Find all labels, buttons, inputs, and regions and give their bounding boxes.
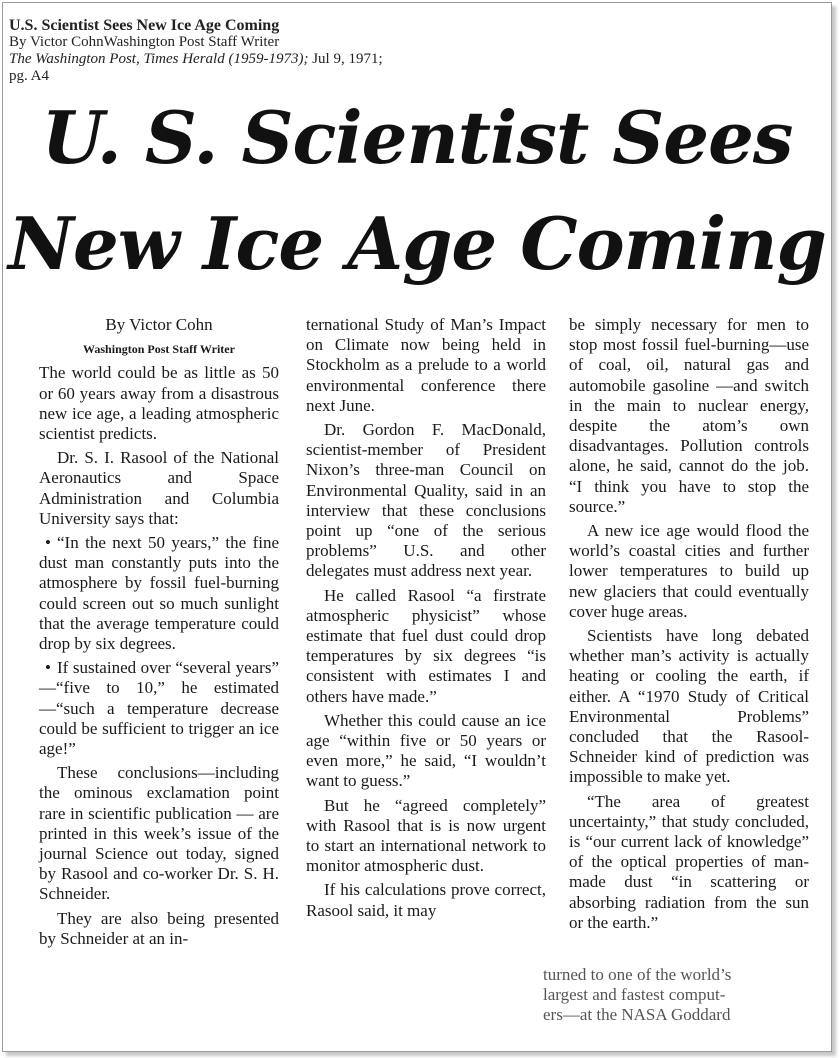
- citation-header: [9, 17, 383, 85]
- bullet-text: “In the next 50 years,” the fine dust man constantly puts into the atmosphere by fossil fuel-burning could screen out so much sunlight that the average temperature could drop by six degrees.: [39, 533, 279, 654]
- headline-line-2: New Ice Age Coming: [8, 201, 826, 286]
- paragraph: A new ice age would flood the world’s coastal cities and further lower temperatures to build up new glaciers that could eventually cover huge areas.: [569, 521, 809, 621]
- paragraph: be simply necessary for men to stop most fossil fuel-burning—use of coal, oil, natural gas and automobile gasoline —and switch in the main to nuclear energy, despite the atom’s own disadvantages. Pollution controls alone, he said, cannot do the job. “I think you have to stop the source.”: [569, 315, 809, 516]
- citation-page: pg. A4: [9, 68, 50, 84]
- paragraph: The world could be as little as 50 or 60 years away from a disastrous new ice age, a leading atmospheric scientist predicts.: [39, 363, 279, 444]
- article-staff-title: Washington Post Staff Writer: [83, 342, 235, 357]
- paragraph: If his calculations prove correct, Rasool said, it may: [306, 880, 546, 920]
- bullet-text: If sustained over “several years” —“five to 10,” he estimated—“such a temperature decrease could be sufficient to trigger an ice age!”: [39, 658, 279, 759]
- overlap-line: largest and fastest comput-: [543, 985, 726, 1004]
- article-column-2: [306, 315, 546, 925]
- overlap-text-block: [543, 965, 731, 1025]
- overlap-line: turned to one of the world’s: [543, 965, 732, 984]
- paragraph: Dr. Gordon F. MacDonald, scientist-member of President Nixon’s three-man Council on Environmental Quality, said in an interview that these conclusions point up “one of the serious problems” U.S. and other delegates must address next year.: [306, 420, 546, 581]
- bullet-paragraph: [39, 533, 279, 654]
- paragraph: They are also being presented by Schneider at an in-: [39, 908, 279, 948]
- paragraph: “The area of greatest uncertainty,” that study concluded, is “our current lack of knowledge” of the optical properties of man-made dust “in scattering or absorbing radiation from the sun or the earth.”: [569, 791, 809, 932]
- bullet-icon: •: [45, 658, 51, 678]
- bullet-paragraph: [39, 658, 279, 759]
- citation-byline: By Victor CohnWashington Post Staff Writer: [9, 34, 280, 50]
- citation-date: Jul 9, 1971;: [308, 51, 383, 67]
- bullet-icon: •: [45, 533, 51, 553]
- article-byline: By Victor Cohn: [105, 315, 213, 334]
- paragraph: Whether this could cause an ice age “within five or 50 years or even more,” he said, “I wouldn’t want to guess.”: [306, 710, 546, 791]
- overlap-line: ers—at the NASA Goddard: [543, 1005, 731, 1024]
- paragraph: These conclusions—including the ominous exclamation point rare in scientific publication — are printed in this week’s issue of the journal Science out today, signed by Rasool and co-worker Dr. S. H. Schneider.: [39, 763, 279, 904]
- paragraph: He called Rasool “a firstrate atmospheric physicist” whose estimate that fuel dust could drop temperatures by six degrees “is consistent with estimates I and others have made.”: [306, 585, 546, 706]
- paragraph: But he “agreed completely” with Rasool that is is now urgent to start an international network to monitor atmospheric dust.: [306, 795, 546, 876]
- headline-line-1: U. S. Scientist Sees: [41, 95, 793, 180]
- article-column-1: [39, 315, 279, 953]
- paragraph: ternational Study of Man’s Impact on Climate now being held in Stockholm as a prelude to a world environmental conference there next June.: [306, 315, 546, 415]
- paragraph: Scientists have long debated whether man’s activity is actually heating or cooling the earth, if either. A “1970 Study of Critical Environmental Problems” concluded that the Rasool-Schneider kind of prediction was impossible to make yet.: [569, 626, 809, 787]
- article-column-3: [569, 315, 809, 937]
- citation-source-line: [9, 51, 383, 68]
- citation-source: The Washington Post, Times Herald (1959-1973);: [9, 51, 309, 67]
- paragraph: Dr. S. I. Rasool of the National Aeronautics and Space Administration and Columbia University says that:: [39, 448, 279, 528]
- clipping-frame: [2, 2, 832, 1052]
- citation-title: U.S. Scientist Sees New Ice Age Coming: [9, 17, 280, 34]
